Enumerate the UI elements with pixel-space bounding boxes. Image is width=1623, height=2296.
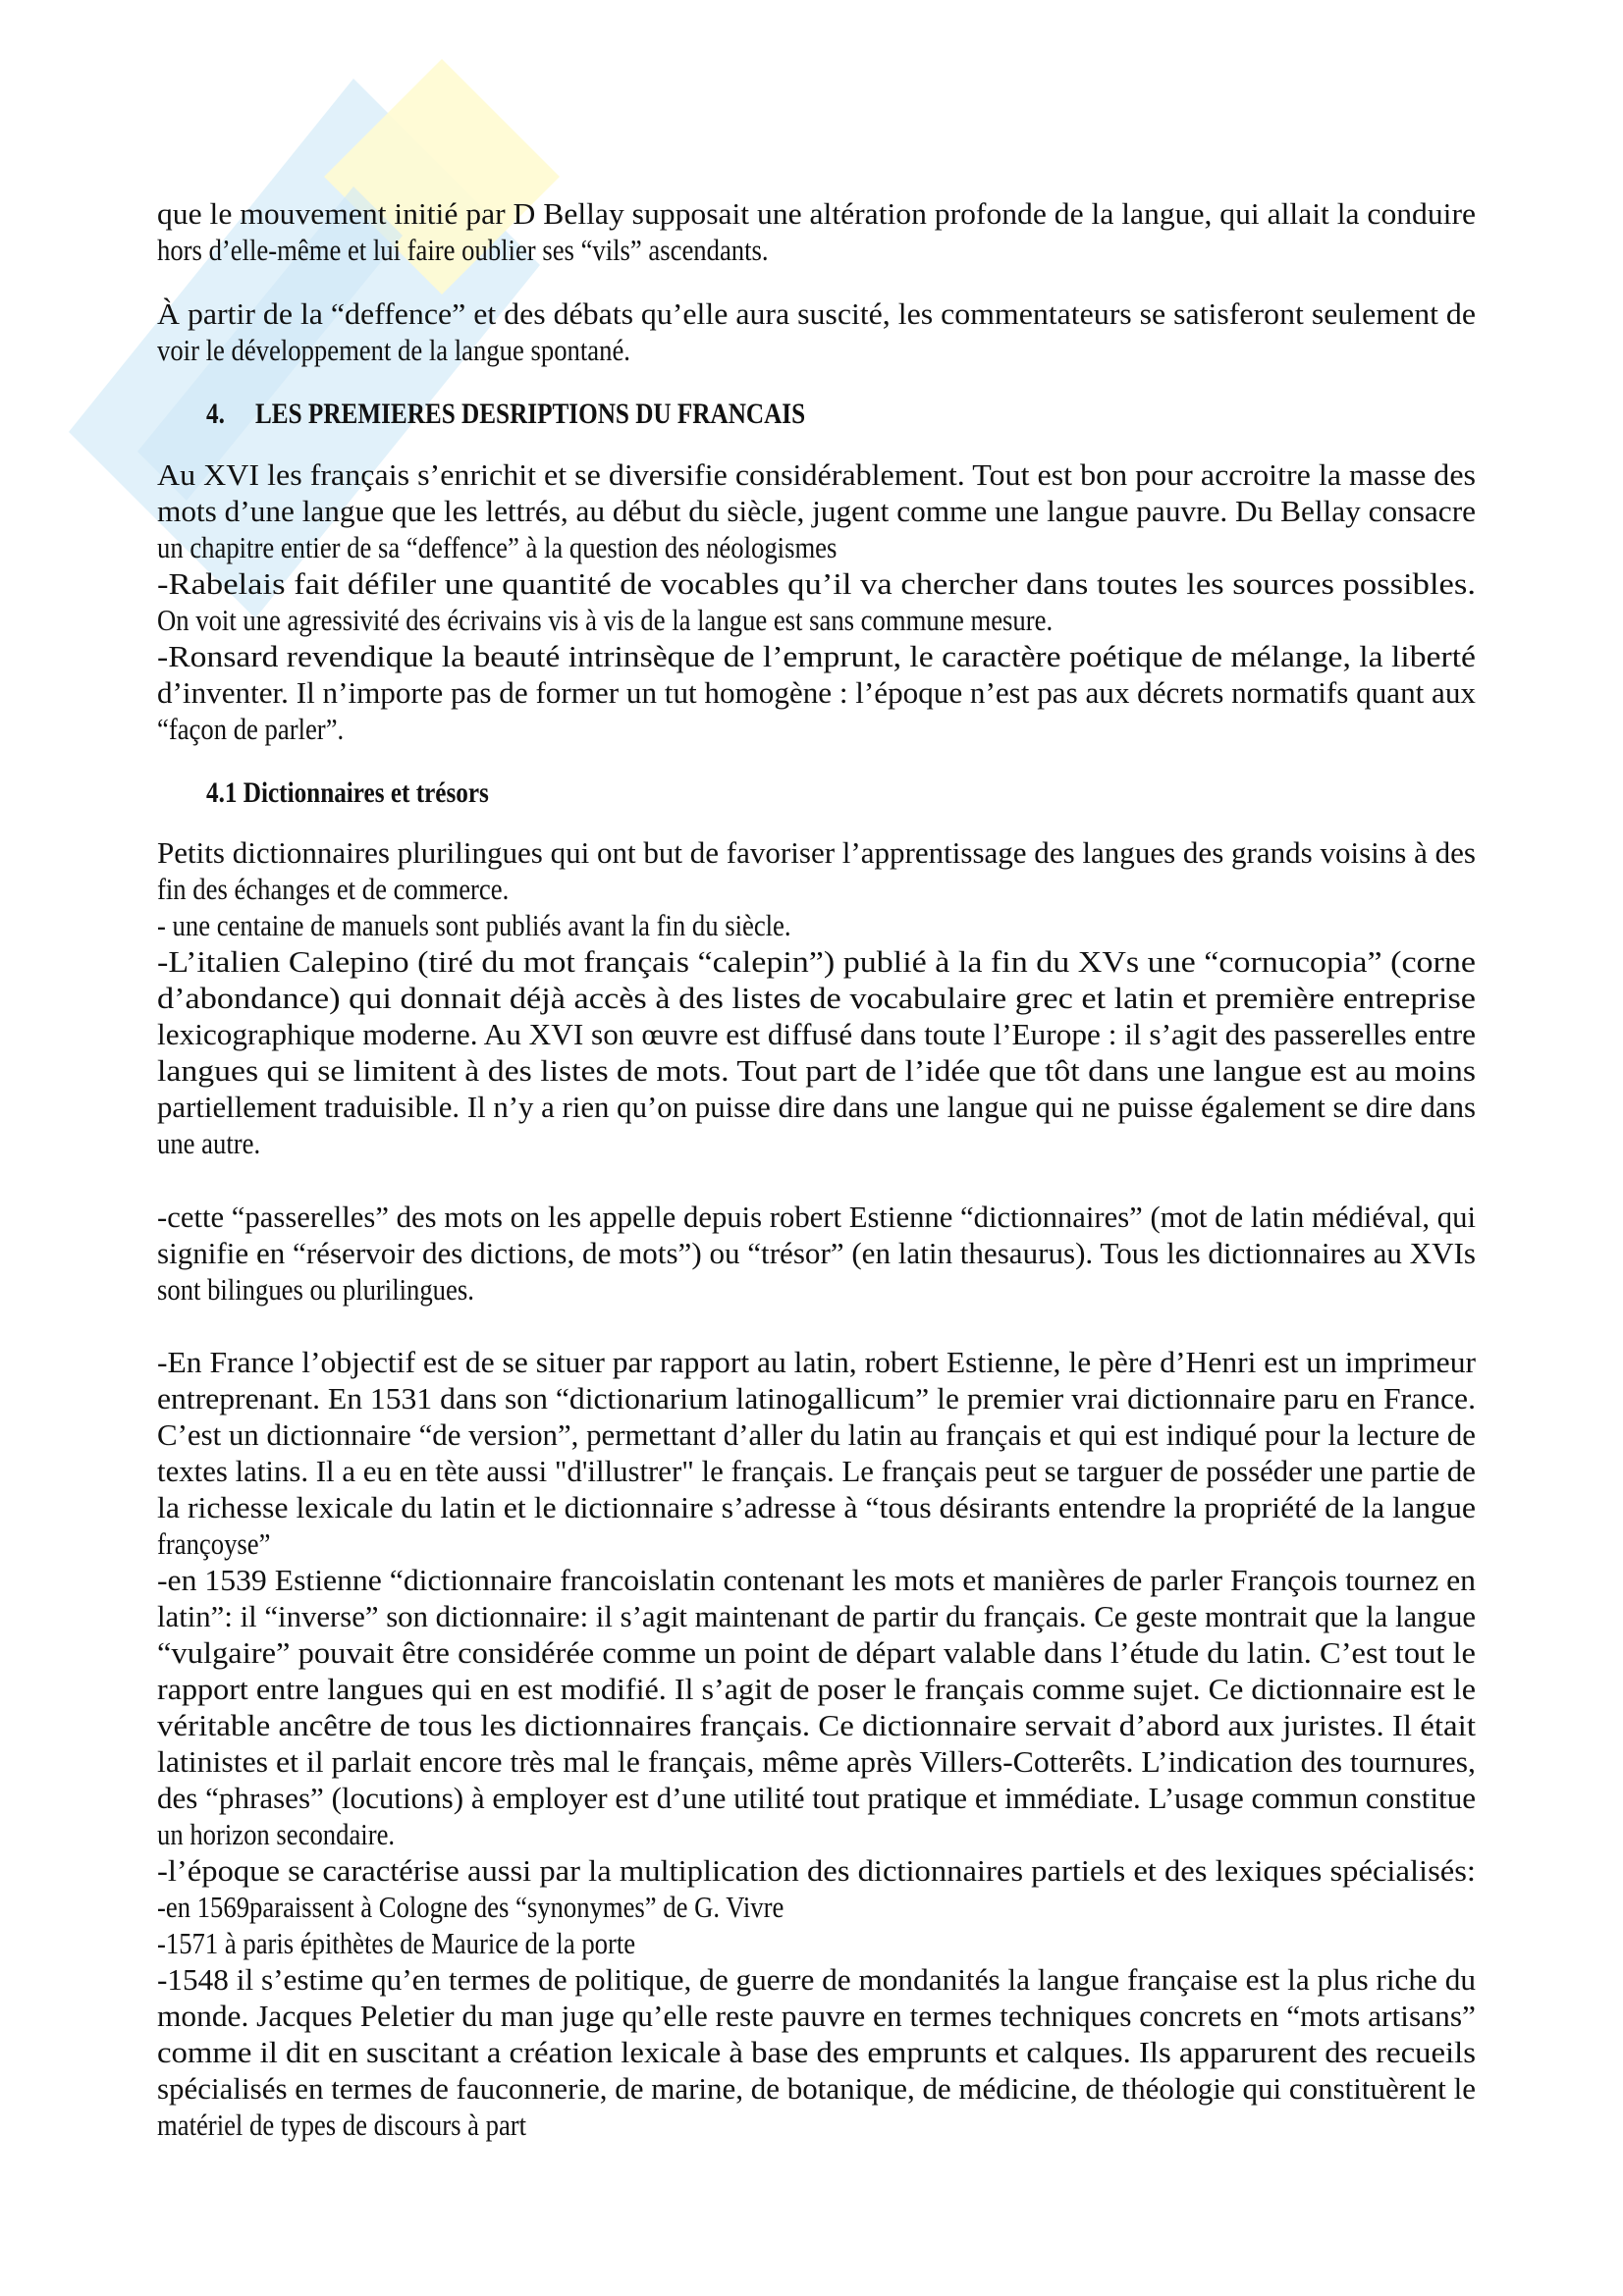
text-line-content: un horizon secondaire. (157, 1817, 396, 1851)
text-line-content: -cette “passerelles” des mots on les appelle depuis robert Estienne “dictionnaires” (mot de latin médiéval, qui (157, 1200, 1476, 1234)
text-line-content: -1571 à paris épithètes de Maurice de la porte (157, 1926, 636, 1960)
text-line-content: que le mouvement initié par D Bellay supposait une altération profonde de la langue, qui allait la conduire (157, 196, 1476, 231)
text-line-content: textes latins. Il a eu en tète aussi "d'illustrer" le français. Le français peut se targuer de posséder une partie de (157, 1454, 1476, 1488)
text-line-content: Au XVI les français s’enrichit et se diversifie considérablement. Tout est bon pour accroitre la masse des (157, 457, 1476, 492)
text-line-content: partiellement traduisible. Il n’y a rien qu’on puisse dire dans une langue qui ne puisse également se dire dans (157, 1090, 1476, 1124)
text-line-content: véritable ancêtre de tous les dictionnaires français. Ce dictionnaire servait d’abord aux juristes. Il était (157, 1708, 1476, 1742)
paragraph-5 (157, 1199, 1476, 1308)
text-line-content: hors d’elle-même et lui faire oublier ses “vils” ascendants. (157, 233, 769, 267)
text-line-content: fin des échanges et de commerce. (157, 872, 510, 906)
text-line (157, 1816, 1476, 1852)
text-line (157, 1453, 1476, 1489)
text-line (157, 1052, 1476, 1089)
text-line (157, 493, 1476, 529)
text-line (157, 1380, 1476, 1416)
text-line (157, 332, 1476, 368)
text-line (157, 907, 1476, 943)
text-line-content: langues qui se limitent à des listes de mots. Tout part de l’idée que tôt dans une langue est au moins (157, 1053, 1476, 1088)
paragraph-1 (157, 195, 1476, 268)
text-line-content: des “phrases” (locutions) à employer est d’une utilité tout pratique et immédiate. L’usage commun constitue (157, 1781, 1476, 1815)
text-line (157, 1525, 1476, 1562)
text-line (157, 602, 1476, 638)
section-4-1-heading: 4.1 Dictionnaires et trésors (206, 776, 489, 809)
text-line-content: monde. Jacques Peletier du man juge qu’elle reste pauvre en termes techniques concrets en “mots artisans” (157, 1999, 1477, 2033)
text-line (157, 1671, 1476, 1707)
text-line-content: -Ronsard revendique la beauté intrinsèque de l’emprunt, le caractère poétique de mélange, la liberté (157, 639, 1476, 673)
text-line (157, 1743, 1476, 1780)
text-line-content: -En France l’objectif est de se situer par rapport au latin, robert Estienne, le père d’Henri est un imprimeur (157, 1345, 1476, 1379)
text-line-content: -l’époque se caractérise aussi par la multiplication des dictionnaires partiels et des lexiques spécialisés: (157, 1853, 1476, 1888)
text-line (157, 834, 1476, 871)
text-line (157, 2034, 1476, 2070)
text-line (157, 1089, 1476, 1125)
text-line-content: spécialisés en termes de fauconnerie, de marine, de botanique, de médicine, de théologie qui constituèrent le (157, 2071, 1476, 2106)
text-line (157, 1598, 1476, 1634)
text-line (157, 871, 1476, 907)
text-line (157, 1707, 1476, 1743)
text-line (157, 1016, 1476, 1052)
text-line-content: “vulgaire” pouvait être considérée comme un point de départ valable dans l’étude du latin. C’est tout le (157, 1635, 1476, 1670)
text-line (157, 980, 1476, 1016)
text-line (157, 1961, 1476, 1998)
text-line (157, 1634, 1476, 1671)
text-line-content: françoyse” (157, 1526, 271, 1561)
text-line-content: À partir de la “deffence” et des débats qu’elle aura suscité, les commentateurs se satisferont seulement de (157, 296, 1476, 331)
text-line (157, 1925, 1476, 1961)
text-line-content: - une centaine de manuels sont publiés avant la fin du siècle. (157, 908, 791, 942)
text-line-content: On voit une agressivité des écrivains vis à vis de la langue est sans commune mesure. (157, 603, 1054, 637)
text-line (157, 195, 1476, 232)
paragraph-6 (157, 1344, 1476, 2143)
text-line-content: latinistes et il parlait encore très mal le français, même après Villers-Cotterêts. L’indication des tournures, (157, 1744, 1476, 1779)
text-line (157, 232, 1476, 268)
text-line (157, 1489, 1476, 1525)
text-line-content: une autre. (157, 1126, 261, 1160)
text-line-content: “façon de parler”. (157, 712, 345, 746)
paragraph-4 (157, 834, 1476, 1161)
text-line-content: voir le développement de la langue spontané. (157, 333, 630, 367)
text-line (157, 295, 1476, 332)
text-line (157, 529, 1476, 565)
text-line (157, 456, 1476, 493)
text-line-content: mots d’une langue que les lettrés, au début du siècle, jugent comme une langue pauvre. Du Bellay consacre (157, 494, 1477, 528)
text-line-content: signifie en “réservoir des dictions, de mots”) ou “trésor” (en latin thesaurus). Tous les dictionnaires au XVIs (157, 1236, 1476, 1270)
text-line (157, 1852, 1476, 1889)
text-line-content: rapport entre langues qui en est modifié. Il s’agit de poser le français comme sujet. Ce dictionnaire est le (157, 1672, 1476, 1706)
text-line (157, 711, 1476, 747)
text-line-content: d’abondance) qui donnait déjà accès à des listes de vocabulaire grec et latin et première entreprise (157, 981, 1476, 1015)
text-line (157, 1780, 1476, 1816)
text-line (157, 2070, 1476, 2107)
text-line (157, 1199, 1476, 1235)
text-line-content: -en 1539 Estienne “dictionnaire francoislatin contenant les mots et manières de parler François tournez en (157, 1563, 1476, 1597)
text-line-content: -en 1569paraissent à Cologne des “synonymes” de G. Vivre (157, 1890, 784, 1924)
text-line (157, 1344, 1476, 1380)
text-line-content: comme il dit en suscitant a création lexicale à base des emprunts et calques. Ils apparurent des recueils (157, 2035, 1476, 2069)
text-line (157, 674, 1476, 711)
text-line (157, 565, 1476, 602)
text-line (157, 1125, 1476, 1161)
text-line (157, 1562, 1476, 1598)
text-line-content: matériel de types de discours à part (157, 2108, 527, 2142)
text-line (157, 1998, 1476, 2034)
paragraph-2 (157, 295, 1476, 368)
text-line-content: C’est un dictionnaire “de version”, permettant d’aller du latin au français et qui est indiqué pour la lecture de (157, 1417, 1476, 1452)
text-line (157, 1235, 1476, 1271)
text-line-content: la richesse lexicale du latin et le dictionnaire s’adresse à “tous désirants entendre la propriété de la langue (157, 1490, 1476, 1524)
text-line-content: latin”: il “inverse” son dictionnaire: il s’agit maintenant de partir du français. Ce geste montrait que la langue (157, 1599, 1476, 1633)
text-line-content: Petits dictionnaires plurilingues qui ont but de favoriser l’apprentissage des langues des grands voisins à des (157, 835, 1476, 870)
text-line-content: -1548 il s’estime qu’en termes de politique, de guerre de mondanités la langue française est la plus riche du (157, 1962, 1476, 1997)
text-line (157, 943, 1476, 980)
text-line-content: lexicographique moderne. Au XVI son œuvre est diffusé dans toute l’Europe : il s’agit des passerelles entre (157, 1017, 1476, 1051)
text-line-content: d’inventer. Il n’importe pas de former un tut homogène : l’époque n’est pas aux décrets normatifs quant aux (157, 675, 1476, 710)
text-line (157, 1889, 1476, 1925)
text-line (157, 1416, 1476, 1453)
text-line (157, 2107, 1476, 2143)
paragraph-3 (157, 456, 1476, 747)
section-4-number: 4. (206, 398, 225, 430)
text-line-content: -Rabelais fait défiler une quantité de vocables qu’il va chercher dans toutes les sources possibles. (157, 566, 1476, 601)
text-line (157, 1271, 1476, 1308)
text-line (157, 638, 1476, 674)
section-4-heading: LES PREMIERES DESRIPTIONS DU FRANCAIS (255, 398, 806, 430)
text-line-content: -L’italien Calepino (tiré du mot français “calepin”) publié à la fin du XVs une “cornucopia” (corne (157, 944, 1476, 979)
text-line-content: sont bilingues ou plurilingues. (157, 1272, 474, 1307)
text-line-content: un chapitre entier de sa “deffence” à la question des néologismes (157, 530, 838, 564)
text-line-content: entreprenant. En 1531 dans son “dictionarium latinogallicum” le premier vrai dictionnaire paru en France. (157, 1381, 1476, 1415)
